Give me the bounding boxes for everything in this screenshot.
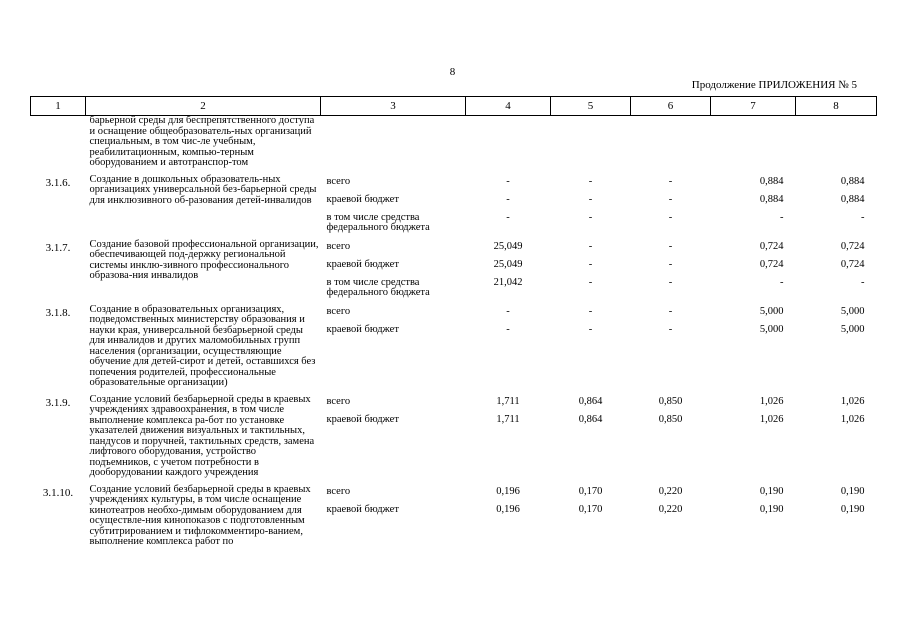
item-description: барьерной среды для беспрепятственного доступа и оснащение общеобразователь-ных организаций специальным, в том чис-ле учебным, реабилитационным, компью-терным оборудованием и автотранспор-том <box>89 115 315 168</box>
value-col-5: - <box>588 193 593 205</box>
value-col-6: - <box>668 276 673 288</box>
value-col-4: 1,711 <box>496 395 520 407</box>
header-cell: 3 <box>321 97 466 116</box>
value-col-7: 0,724 <box>759 240 784 252</box>
value-col-8: 0,190 <box>840 503 865 515</box>
value-col-4-cell <box>466 485 551 554</box>
value-col-7: 0,724 <box>759 258 784 270</box>
value-col-6: 0,850 <box>658 413 683 425</box>
value-col-8: 0,724 <box>840 240 865 252</box>
value-col-8: 1,026 <box>840 413 865 425</box>
page-number: 8 <box>449 66 456 78</box>
value-col-8: - <box>861 211 865 223</box>
value-col-8-cell <box>796 485 877 554</box>
header-cell: 1 <box>31 97 86 116</box>
value-col-4: - <box>506 323 510 335</box>
value-col-7: 5,000 <box>759 323 784 335</box>
value-col-5-cell <box>551 305 631 395</box>
value-col-4: - <box>506 175 510 187</box>
item-description: Создание базовой профессиональной организации, обеспечивающей под-держку региональной системы инклю-зивного профессионального образова-ния инвалидов <box>89 238 319 281</box>
item-number: 3.1.7. <box>45 241 71 254</box>
funding-source-cell <box>321 116 466 175</box>
table-row <box>31 395 877 485</box>
value-col-4: 25,049 <box>493 258 523 270</box>
value-col-5: - <box>588 305 593 317</box>
value-col-5: - <box>588 276 593 288</box>
header-cell: 5 <box>551 97 631 116</box>
value-col-6: - <box>668 211 673 223</box>
value-col-7: 1,026 <box>759 413 784 425</box>
value-col-7: - <box>780 276 784 288</box>
value-col-5-cell <box>551 485 631 554</box>
value-col-5: 0,864 <box>578 395 603 407</box>
value-col-7: 0,884 <box>759 193 784 205</box>
table-row <box>31 175 877 240</box>
funding-source: в том числе средства федерального бюджета <box>326 276 430 298</box>
value-col-7: 1,026 <box>759 395 784 407</box>
header-cell: 4 <box>466 97 551 116</box>
value-col-8: 5,000 <box>840 305 865 317</box>
value-col-7-cell <box>711 485 796 554</box>
value-col-8-cell <box>796 305 877 395</box>
value-col-5: - <box>588 323 593 335</box>
value-col-4: 25,049 <box>493 240 523 252</box>
header-cell: 6 <box>631 97 711 116</box>
value-col-7-cell <box>711 305 796 395</box>
value-col-5: - <box>588 240 593 252</box>
table-row <box>31 116 877 175</box>
value-col-8: - <box>861 276 865 288</box>
funding-source-cell <box>321 395 466 485</box>
value-col-7: 0,190 <box>759 485 784 497</box>
value-col-4-cell <box>466 116 551 175</box>
funding-source: всего <box>326 485 351 497</box>
value-col-6-cell <box>631 240 711 305</box>
value-col-6: - <box>668 305 673 317</box>
value-col-6: - <box>668 240 673 252</box>
funding-source-cell <box>321 240 466 305</box>
value-col-4: 0,196 <box>496 503 520 515</box>
value-col-5-cell <box>551 116 631 175</box>
value-col-7: 0,884 <box>759 175 784 187</box>
item-description: Создание условий безбарьерной среды в краевых учреждениях культуры, в том числе оснащение кинотеатров необхо-димым оборудованием для осуществле-ния кинопоказов с подготовленным субтитрированием и тифлокомментиро-ванием, выполнение комплекса работ по <box>89 483 311 547</box>
appendix-table <box>30 96 877 554</box>
value-col-6-cell <box>631 485 711 554</box>
value-col-7-cell <box>711 240 796 305</box>
value-col-8: 5,000 <box>840 323 865 335</box>
value-col-6: 0,850 <box>658 395 683 407</box>
value-col-5: 0,864 <box>578 413 603 425</box>
funding-source: в том числе средства федерального бюджета <box>326 211 430 233</box>
header-cell: 7 <box>711 97 796 116</box>
value-col-4-cell <box>466 240 551 305</box>
funding-source-cell <box>321 485 466 554</box>
item-number: 3.1.6. <box>45 176 71 189</box>
value-col-7-cell <box>711 175 796 240</box>
value-col-8: 0,884 <box>840 175 865 187</box>
value-col-6: - <box>668 193 673 205</box>
value-col-6-cell <box>631 395 711 485</box>
value-col-7: - <box>780 211 784 223</box>
funding-source-cell <box>321 175 466 240</box>
value-col-5: - <box>588 175 593 187</box>
value-col-6: - <box>668 175 673 187</box>
value-col-5: - <box>588 258 593 270</box>
value-col-4-cell <box>466 395 551 485</box>
value-col-4: - <box>506 193 510 205</box>
value-col-5: 0,170 <box>578 503 603 515</box>
table-row <box>31 305 877 395</box>
value-col-8-cell <box>796 240 877 305</box>
value-col-4: 21,042 <box>493 276 523 288</box>
value-col-7-cell <box>711 116 796 175</box>
value-col-8: 0,884 <box>840 193 865 205</box>
value-col-4: - <box>506 305 510 317</box>
value-col-5: 0,170 <box>578 485 603 497</box>
item-number: 3.1.9. <box>45 396 71 409</box>
value-col-6-cell <box>631 305 711 395</box>
value-col-8-cell <box>796 175 877 240</box>
continuation-title: Продолжение ПРИЛОЖЕНИЯ № 5 <box>691 79 857 91</box>
value-col-5: - <box>588 211 593 223</box>
value-col-7-cell <box>711 395 796 485</box>
value-col-5-cell <box>551 240 631 305</box>
value-col-8: 1,026 <box>840 395 865 407</box>
value-col-6: - <box>668 258 673 270</box>
value-col-8: 0,190 <box>840 485 865 497</box>
funding-source: краевой бюджет <box>326 258 399 270</box>
value-col-6: 0,220 <box>658 485 683 497</box>
item-number: 3.1.10. <box>42 486 74 499</box>
funding-source: краевой бюджет <box>326 323 399 335</box>
funding-source: всего <box>326 305 351 317</box>
value-col-6: - <box>668 323 673 335</box>
funding-source: всего <box>326 395 351 407</box>
item-number: 3.1.8. <box>45 306 71 319</box>
value-col-6-cell <box>631 175 711 240</box>
value-col-7: 5,000 <box>759 305 784 317</box>
value-col-5-cell <box>551 395 631 485</box>
item-description: Создание в дошкольных образователь-ных организациях универсальной без-барьерной среды для инклюзивного об-разования детей-инвалидов <box>89 173 317 206</box>
item-description: Создание условий безбарьерной среды в краевых учреждениях здравоохранения, в том числе выполнение комплекса ра-бот по установке указателей движения визуальных и тактильных, пандусов и поручней, тактильных средств, замена лифтового оборудования, устройство подъемников, с учетом потребности в дооборудовании каждого учреждения <box>89 393 315 478</box>
table-row <box>31 240 877 305</box>
value-col-7: 0,190 <box>759 503 784 515</box>
item-description: Создание в образовательных организациях, подведомственных министерству образования и науки края, универсальной безбарьерной среды для инвалидов и других маломобильных групп населения (организации, осуществляющие обучение для детей-сирот и детей, оставшихся без попечения родителей, профессиональные образовательные организации) <box>89 303 316 388</box>
value-col-4-cell <box>466 175 551 240</box>
value-col-8-cell <box>796 395 877 485</box>
item-number <box>31 116 86 175</box>
funding-source: всего <box>326 240 351 252</box>
value-col-4: 0,196 <box>496 485 520 497</box>
header-row <box>31 97 877 116</box>
funding-source-cell <box>321 305 466 395</box>
value-col-8: 0,724 <box>840 258 865 270</box>
funding-source: всего <box>326 175 351 187</box>
value-col-8-cell <box>796 116 877 175</box>
value-col-6-cell <box>631 116 711 175</box>
value-col-5-cell <box>551 175 631 240</box>
value-col-6: 0,220 <box>658 503 683 515</box>
table-row <box>31 485 877 554</box>
funding-source: краевой бюджет <box>326 413 399 425</box>
value-col-4-cell <box>466 305 551 395</box>
value-col-4: 1,711 <box>496 413 520 425</box>
header-cell: 8 <box>796 97 877 116</box>
funding-source: краевой бюджет <box>326 503 399 515</box>
value-col-4: - <box>506 211 510 223</box>
header-cell: 2 <box>86 97 321 116</box>
funding-source: краевой бюджет <box>326 193 399 205</box>
